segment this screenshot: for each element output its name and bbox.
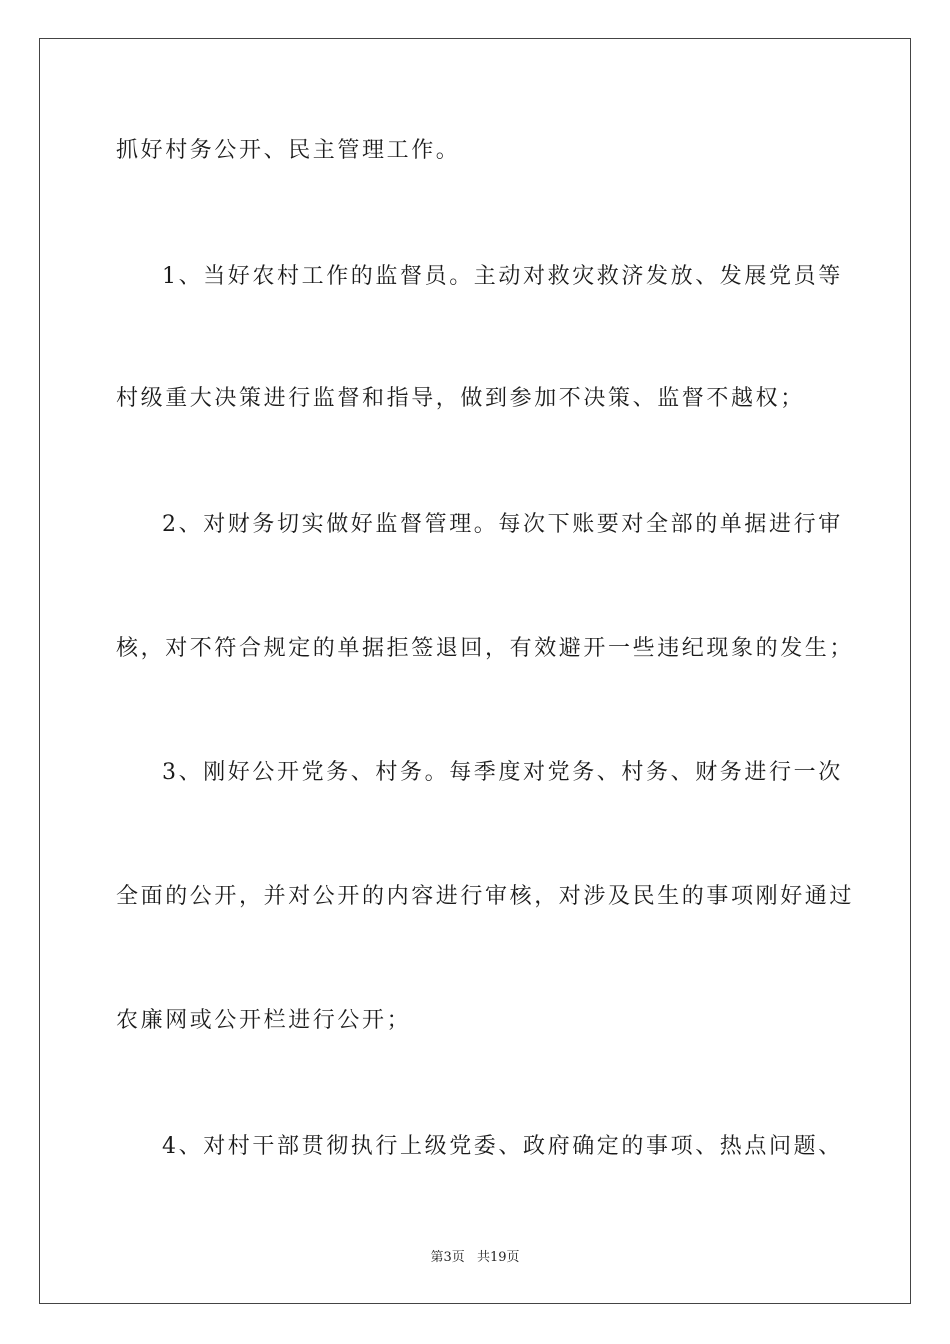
text-line: 抓好村务公开、民主管理工作。 <box>116 138 461 163</box>
page-footer <box>0 1246 950 1265</box>
page-number: 第3页 <box>430 1250 465 1265</box>
text-line: 3、刚好公开党务、村务。每季度对党务、村务、财务进行一次 <box>162 760 843 785</box>
text-line: 4、对村干部贯彻执行上级党委、政府确定的事项、热点问题、 <box>162 1134 843 1159</box>
page-border <box>39 38 911 1304</box>
text-line: 核，对不符合规定的单据拒签退回，有效避开一些违纪现象的发生； <box>116 636 855 661</box>
text-line: 全面的公开，并对公开的内容进行审核，对涉及民生的事项刚好通过 <box>116 884 855 909</box>
text-line: 1、当好农村工作的监督员。主动对救灾救济发放、发展党员等 <box>162 264 843 289</box>
text-line: 2、对财务切实做好监督管理。每次下账要对全部的单据进行审 <box>162 512 843 537</box>
text-line: 农廉网或公开栏进行公开； <box>116 1008 412 1033</box>
page-total: 共19页 <box>476 1250 520 1265</box>
text-line: 村级重大决策进行监督和指导，做到参加不决策、监督不越权； <box>116 386 805 411</box>
